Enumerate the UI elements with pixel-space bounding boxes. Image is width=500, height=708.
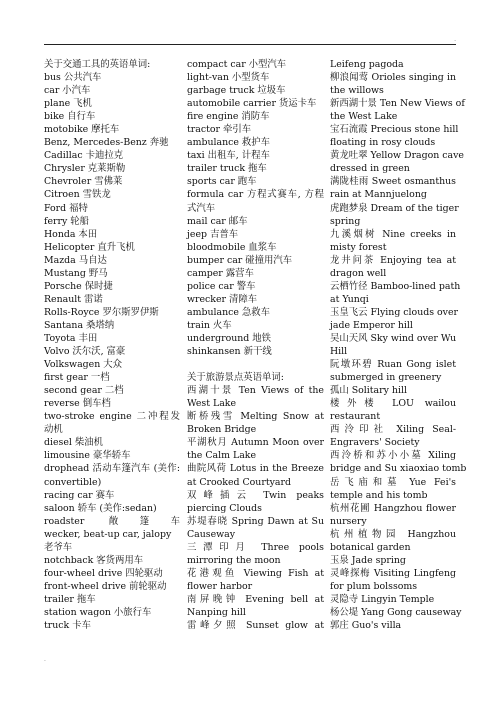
column-transport-vocabulary <box>44 58 180 632</box>
text-line: second gear 二档 <box>44 385 124 397</box>
text-line: sports car 跑车 <box>187 176 257 188</box>
text-line: mail car 邮车 <box>187 215 248 227</box>
text-line: Nanping hill <box>187 606 246 618</box>
text-line: dressed in green <box>330 163 410 175</box>
text-line: plane 飞机 <box>44 98 92 110</box>
text-line: the West Lake <box>330 111 398 123</box>
text-line: 玉泉 Jade spring <box>330 554 406 566</box>
text-line: train 火车 <box>187 319 232 331</box>
text-line: Mustang 野马 <box>44 267 108 279</box>
text-line: Rolls-Royce 罗尔斯罗伊斯 <box>44 306 159 318</box>
footer-mark: . <box>44 656 46 663</box>
text-line: 黄龙吐翠 Yellow Dragon cave <box>330 150 464 162</box>
header-mark: . <box>454 36 456 43</box>
text-line: jade Emperor hill <box>330 319 413 331</box>
text-line: bike 自行车 <box>44 111 96 123</box>
text-line: Porsche 保时捷 <box>44 280 113 292</box>
text-line: automobile carrier 货运卡车 <box>187 98 317 110</box>
text-line: 西湖十景 Ten Views of the <box>187 385 324 397</box>
text-line: 关于交通工具的英语单词: <box>44 59 151 70</box>
text-line: misty forest <box>330 241 387 253</box>
text-line: ferry 轮船 <box>44 215 90 227</box>
text-line: motobike 摩托车 <box>44 124 120 136</box>
text-line: 柳浪闻莺 Orioles singing in <box>330 72 456 84</box>
text-line: the Calm Lake <box>187 450 257 462</box>
text-line: 虎跑梦泉 Dream of the tiger <box>330 202 459 214</box>
text-line: at Yunqi <box>330 293 369 305</box>
text-line: 龙井问茶 Enjoying tea at <box>330 254 456 266</box>
text-line: 吴山天风 Sky wind over Wu <box>330 332 457 344</box>
text-line: for plum bolssoms <box>330 580 418 592</box>
text-line: 新西湖十景 Ten New Views of <box>330 98 465 110</box>
text-line: trailer truck 拖车 <box>187 163 267 175</box>
text-line: Broken Bridge <box>187 424 257 436</box>
text-line: first gear 一档 <box>44 372 110 384</box>
text-line: bloodmobile 血浆车 <box>187 241 277 253</box>
text-line: 玉皇飞云 Flying clouds over <box>330 306 458 318</box>
text-line: the willows <box>330 85 384 97</box>
text-line: 杭州植物园 Hangzhou <box>330 528 456 540</box>
text-line: Chevroler 雪佛莱 <box>44 176 123 188</box>
text-line: spring <box>330 215 361 227</box>
text-line: 南屏晚钟 Evening bell at <box>187 593 324 605</box>
text-line: submerged in greenery <box>330 372 442 384</box>
text-line: front-wheel drive 前轮驱动 <box>44 580 167 592</box>
text-line: Helicopter 直升飞机 <box>44 241 135 253</box>
text-line: flower harbor <box>187 580 253 592</box>
text-line: Santana 桑塔纳 <box>44 319 115 331</box>
text-line: piercing Clouds <box>187 502 262 514</box>
text-line: 杨公堤 Yang Gong causeway <box>330 606 462 618</box>
text-line: notchback 客货两用车 <box>44 554 144 566</box>
text-line: limousine 豪华轿车 <box>44 450 131 462</box>
text-line: 动机 <box>44 424 63 436</box>
text-line: ambulance 急救车 <box>187 306 271 318</box>
text-line: roadster 敞篷车 <box>44 515 180 527</box>
text-line: jeep 吉普车 <box>187 228 239 240</box>
text-line: 关于旅游景点英语单词: <box>187 372 284 384</box>
text-line: dragon well <box>330 267 387 279</box>
text-line: 灵峰探梅 Visiting Lingfeng <box>330 567 456 579</box>
text-line: drophead 活动车篷汽车 (美作: <box>44 463 180 475</box>
text-line: wecker, beat-up car, jalopy <box>44 528 172 540</box>
text-line: underground 地铁 <box>187 332 272 344</box>
text-line: light-van 小型货车 <box>187 72 270 84</box>
text-line: Citroen 雪铁龙 <box>44 189 111 201</box>
text-line: 曲院风荷 Lotus in the Breeze <box>187 463 324 475</box>
text-line: 郭庄 Guo's villa <box>330 620 402 632</box>
text-line: 九溪烟树 Nine creeks in <box>330 228 456 240</box>
text-line: 西泠印社 Xiling Seal- <box>330 424 456 436</box>
header-rule <box>44 44 456 45</box>
text-line: camper 露营车 <box>187 267 254 279</box>
text-line: nursery <box>330 515 367 527</box>
text-line: taxi 出租车, 计程车 <box>187 150 270 162</box>
text-line: 双峰插云 Twin peaks <box>187 489 324 501</box>
text-line: 灵隐寺 Lingyin Temple <box>330 593 435 605</box>
text-line: trailer 拖车 <box>44 593 96 605</box>
text-line: mirroring the moon <box>187 554 281 566</box>
text-line: fire engine 消防车 <box>187 111 270 123</box>
text-line: two-stroke engine 二冲程发 <box>44 411 180 423</box>
text-line: 满陇桂雨 Sweet osmanthus <box>330 176 456 188</box>
text-line: saloon 轿车 (美作:sedan) <box>44 502 157 514</box>
text-line: West Lake <box>187 398 237 410</box>
text-line: Cadillac 卡迪拉克 <box>44 150 124 162</box>
text-line: reverse 倒车档 <box>44 398 111 410</box>
text-line: station wagon 小旅行车 <box>44 606 152 618</box>
text-line: 苏堤春晓 Spring Dawn at Su <box>187 515 324 527</box>
column-scenic-spots <box>330 58 467 632</box>
text-line: car 小汽车 <box>44 85 91 97</box>
text-line: Renault 雷诺 <box>44 293 103 305</box>
text-line: 西泠桥和苏小小墓 Xiling <box>330 450 456 462</box>
text-line: Ford 福特 <box>44 202 88 214</box>
text-line: police car 警车 <box>187 280 256 292</box>
text-line: 雷峰夕照 Sunset glow at <box>187 620 324 632</box>
column-vehicles-and-scenic-spots <box>187 58 324 632</box>
text-line: compact car 小型汽车 <box>187 59 287 70</box>
text-line: truck 卡车 <box>44 620 91 632</box>
text-line <box>187 358 324 371</box>
text-line: convertible) <box>44 476 102 488</box>
text-line: bumper car 碰撞用汽车 <box>187 254 293 266</box>
text-line: botanical garden <box>330 541 411 553</box>
text-line: 老爷车 <box>44 541 73 553</box>
text-line: rain at Mannjuelong <box>330 189 427 201</box>
text-line: Mazda 马自达 <box>44 254 107 266</box>
text-line: restaurant <box>330 411 381 423</box>
text-line: formula car 方程式赛车, 方程 <box>187 189 324 201</box>
text-line: 岳飞庙和墓 Yue Fei's <box>330 476 456 488</box>
text-line: 式汽车 <box>187 202 216 214</box>
text-line: 楼外楼 LOU wailou <box>330 398 456 410</box>
text-line: Volkswagen 大众 <box>44 359 122 371</box>
text-line: Honda 本田 <box>44 228 98 240</box>
text-line: Toyota 丰田 <box>44 332 98 344</box>
text-line: wrecker 清障车 <box>187 293 258 305</box>
text-line: Causeway <box>187 528 236 540</box>
text-line: Chrysler 克莱斯勒 <box>44 163 126 175</box>
text-line: Leifeng pagoda <box>330 59 404 70</box>
text-line: Benz, Mercedes-Benz 奔驰 <box>44 137 169 149</box>
text-line: garbage truck 垃圾车 <box>187 85 286 97</box>
text-line: Hill <box>330 346 348 358</box>
text-line: 阮墩环碧 Ruan Gong islet <box>330 359 456 371</box>
text-line: 断桥残雪 Melting Snow at <box>187 411 324 423</box>
text-line: bus 公共汽车 <box>44 72 102 84</box>
text-line: racing car 赛车 <box>44 489 115 501</box>
text-line: 平湖秋月 Autumn Moon over <box>187 437 324 449</box>
text-line: floating in rosy clouds <box>330 137 436 149</box>
text-line: ambulance 救护车 <box>187 137 271 149</box>
text-line: Volvo 沃尔沃, 富豪 <box>44 346 126 358</box>
text-line: 花港观鱼 Viewing Fish at <box>187 567 324 579</box>
text-line: 云栖竹径 Bamboo-lined path <box>330 280 461 292</box>
text-line: at Crooked Courtyard <box>187 476 291 488</box>
text-line: 孤山 Solitary hill <box>330 385 407 397</box>
text-line: 杭州花圃 Hangzhou flower <box>330 502 456 514</box>
text-line: diesel 柴油机 <box>44 437 104 449</box>
text-line: shinkansen 新干线 <box>187 346 272 358</box>
text-line: temple and his tomb <box>330 489 428 501</box>
text-line: Engravers' Society <box>330 437 420 449</box>
text-line: 三潭印月 Three pools <box>187 541 324 553</box>
text-line: bridge and Su xiaoxiao tomb <box>330 463 467 475</box>
text-line: tractor 牵引车 <box>187 124 252 136</box>
text-line: 宝石流霞 Precious stone hill <box>330 124 459 136</box>
text-line: four-wheel drive 四轮驱动 <box>44 567 163 579</box>
